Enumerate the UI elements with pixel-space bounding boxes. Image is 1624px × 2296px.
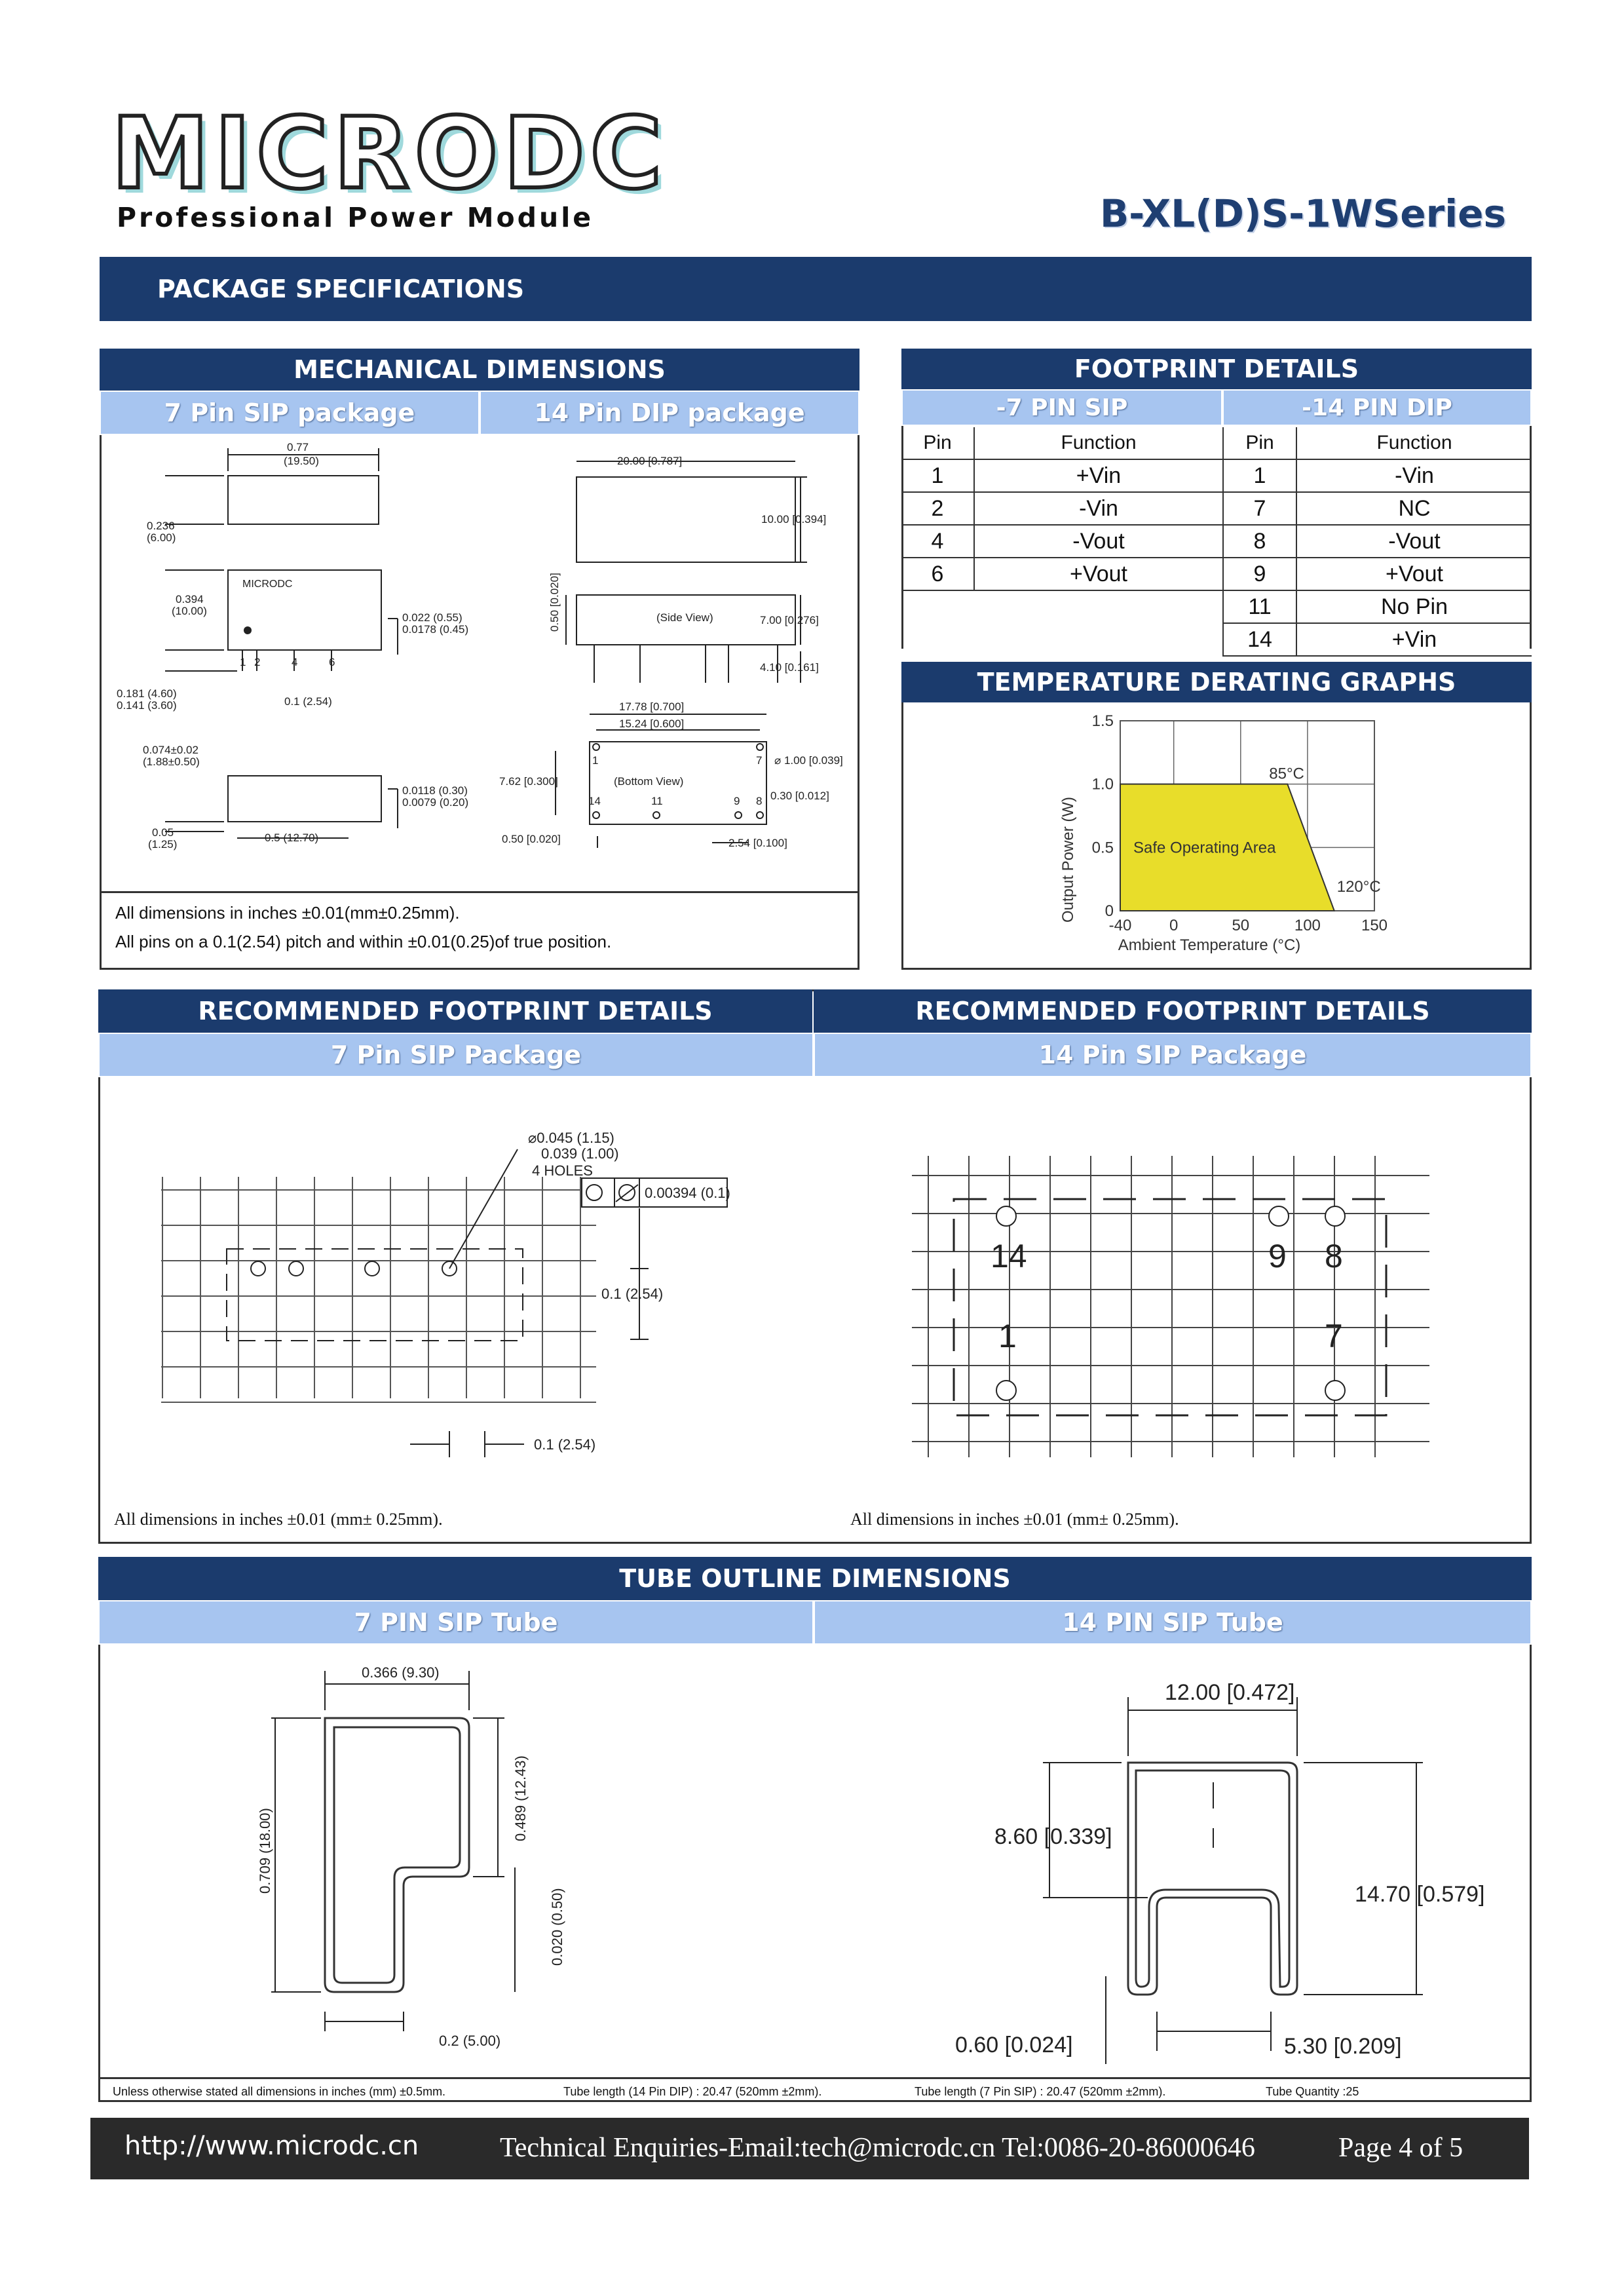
hole-dia-min: 0.039 (1.00) xyxy=(541,1145,619,1162)
sip-width-label: 0.77 xyxy=(287,441,309,453)
tube-note-4: Tube Quantity :25 xyxy=(1266,2085,1359,2098)
tube-sip-base: 0.2 (5.00) xyxy=(439,2033,501,2049)
table-cell: NC xyxy=(1296,492,1532,525)
sip-height-mm: (10.00) xyxy=(172,605,207,617)
rec-footprint-left-title: RECOMMENDED FOOTPRINT DETAILS xyxy=(98,989,812,1033)
sip-pin-table xyxy=(901,427,1222,591)
sip-pin-4: 4 xyxy=(292,656,298,668)
tab-14pin-sip-package: 14 Pin SIP Package xyxy=(814,1033,1532,1077)
table-cell: 7 xyxy=(1223,492,1296,525)
table-cell: -Vin xyxy=(974,492,1222,525)
dip-hole-dia: ⌀ 1.00 [0.039] xyxy=(774,754,843,767)
sip-pin-2: 2 xyxy=(254,656,261,668)
footer-contact: Technical Enquiries-Email:tech@microdc.cn Tel:0086-20-86000646 xyxy=(500,2133,1255,2163)
tube-sip-inner-height: 0.489 (12.43) xyxy=(512,1755,529,1841)
tube-dip-inner-height: 8.60 [0.339] xyxy=(994,1824,1112,1849)
mechanical-note-1: All dimensions in inches ±0.01(mm±0.25mm). xyxy=(115,903,460,923)
table-cell: 14 xyxy=(1223,623,1296,656)
series-title: B-XL(D)S-1WSeries xyxy=(1099,191,1506,236)
dip-fp-pin7: 7 xyxy=(1325,1318,1343,1354)
rec-footprint-right-note: All dimensions in inches ±0.01 (mm± 0.25mm). xyxy=(850,1510,1179,1529)
x-tick-label: 0 xyxy=(1169,917,1179,934)
dip-standoff2: 0.50 [0.020] xyxy=(502,833,561,845)
sip-thick-label: 0.236 xyxy=(147,520,175,532)
table-cell: +Vin xyxy=(974,459,1222,492)
table-cell: 8 xyxy=(1223,525,1296,558)
dip-pin-header: Pin xyxy=(1223,427,1296,459)
table-cell: 1 xyxy=(1223,459,1296,492)
dip-fp-pin14: 14 xyxy=(991,1238,1027,1274)
section-title: PACKAGE SPECIFICATIONS xyxy=(157,275,525,303)
dip-width: 20.00 [0.787] xyxy=(617,455,683,467)
page-number: Page 4 of 5 xyxy=(1338,2133,1463,2163)
tube-dip-drawing xyxy=(814,1645,1532,2064)
sip-standoff-mm: (1.25) xyxy=(148,838,178,851)
rec-footprint-dip-drawing xyxy=(814,1077,1532,1470)
dip-col-span: 7.62 [0.300] xyxy=(499,775,558,788)
sip-pin-offset-mm: (1.88±0.50) xyxy=(143,756,200,768)
sip-pin-width: 0.022 (0.55) xyxy=(402,611,463,624)
sip-thick-mm: (6.00) xyxy=(147,531,176,544)
sip-height-label: 0.394 xyxy=(176,593,204,605)
section-header xyxy=(100,257,1532,321)
table-cell: -Vin xyxy=(1296,459,1532,492)
table-cell: +Vout xyxy=(1296,558,1532,590)
sip-pin-header: Pin xyxy=(901,427,974,459)
mechanical-note-2: All pins on a 0.1(2.54) pitch and within ±0.01(0.25)of true position. xyxy=(115,932,612,951)
footprint-title: FOOTPRINT DETAILS xyxy=(901,349,1532,389)
sip-function-header: Function xyxy=(974,427,1222,459)
derating-title: TEMPERATURE DERATING GRAPHS xyxy=(901,662,1532,702)
x-tick-label: 50 xyxy=(1232,917,1250,934)
dip-row-span: 17.78 [0.700] xyxy=(619,700,685,713)
tube-title: TUBE OUTLINE DIMENSIONS xyxy=(98,1557,1532,1600)
chart-y-label: Output Power (W) xyxy=(1059,796,1077,923)
table-cell: 4 xyxy=(901,525,974,558)
tab-7pin-sip-tube: 7 PIN SIP Tube xyxy=(98,1600,814,1645)
rec-footprint-right-title: RECOMMENDED FOOTPRINT DETAILS xyxy=(814,989,1532,1033)
dip-fp-pin8: 8 xyxy=(1325,1238,1343,1274)
table-cell: 1 xyxy=(901,459,974,492)
dip-pin11: 11 xyxy=(651,795,663,807)
annotation-85c: 85°C xyxy=(1269,765,1304,783)
hole-dia-max: ⌀0.045 (1.15) xyxy=(528,1130,614,1146)
table-cell: +Vin xyxy=(1296,623,1532,656)
vertical-pitch: 0.1 (2.54) xyxy=(601,1286,664,1302)
sip-pin-thickness: 0.0118 (0.30) xyxy=(402,784,468,797)
dip-height: 7.00 [0.276] xyxy=(760,614,819,626)
sip-standoff: 0.05 xyxy=(152,826,174,839)
tube-dip-slot: 5.30 [0.209] xyxy=(1284,2034,1402,2059)
mechanical-drawing xyxy=(100,435,859,891)
dip-pitch: 2.54 [0.100] xyxy=(728,837,787,849)
y-tick-label: 1.5 xyxy=(1091,712,1114,730)
table-cell: No Pin xyxy=(1296,590,1532,623)
dip-function-header: Function xyxy=(1296,427,1532,459)
y-tick-label: 0.5 xyxy=(1091,839,1114,857)
table-cell: 6 xyxy=(901,558,974,590)
tab-14pin-dip: 14 Pin DIP package xyxy=(480,391,859,435)
x-tick-label: -40 xyxy=(1108,917,1132,934)
sip-brand-label: MICRODC xyxy=(242,579,293,590)
dip-pin9: 9 xyxy=(734,795,740,807)
tube-sip-wall: 0.020 (0.50) xyxy=(549,1888,565,1966)
rec-footprint-left-note: All dimensions in inches ±0.01 (mm± 0.25mm). xyxy=(114,1510,443,1529)
dip-pin-width: 0.30 [0.012] xyxy=(770,790,829,802)
tab-14pin-dip-footprint: -14 PIN DIP xyxy=(1222,389,1532,426)
dip-pin14: 14 xyxy=(588,795,601,807)
sip-pitch: 0.1 (2.54) xyxy=(284,695,332,708)
dip-pin-table xyxy=(1222,427,1532,657)
sip-pin-1: 1 xyxy=(240,656,246,668)
y-tick-label: 1.0 xyxy=(1091,775,1114,794)
tube-note-2: Tube length (14 Pin DIP) : 20.47 (520mm ±2mm). xyxy=(563,2085,822,2098)
sip-pin-thickness2: 0.0079 (0.20) xyxy=(402,796,469,809)
dip-pin7: 7 xyxy=(756,754,763,767)
tube-dip-width: 12.00 [0.472] xyxy=(1165,1680,1295,1705)
table-cell: -Vout xyxy=(1296,525,1532,558)
tube-sip-drawing xyxy=(98,1645,814,2064)
derating-chart xyxy=(901,702,1532,967)
x-tick-label: 100 xyxy=(1294,917,1321,934)
dip-row-span2: 15.24 [0.600] xyxy=(619,718,685,730)
sip-pin-length2: 0.141 (3.60) xyxy=(117,699,177,712)
sip-span: 0.5 (12.70) xyxy=(265,832,319,844)
x-tick-label: 150 xyxy=(1361,917,1388,934)
tube-dip-wall: 0.60 [0.024] xyxy=(955,2033,1073,2057)
dip-bottom-view: (Bottom View) xyxy=(614,775,684,788)
tube-sip-width: 0.366 (9.30) xyxy=(362,1664,440,1681)
tube-dip-total-height: 14.70 [0.579] xyxy=(1355,1882,1485,1907)
dip-fp-pin9: 9 xyxy=(1268,1238,1287,1274)
dip-depth: 10.00 [0.394] xyxy=(761,513,827,526)
horizontal-pitch: 0.1 (2.54) xyxy=(534,1436,596,1453)
dip-pin1: 1 xyxy=(592,754,599,767)
sip-width-mm: (19.50) xyxy=(284,455,319,467)
hole-count: 4 HOLES xyxy=(532,1162,593,1179)
dip-pin-length: 4.10 [0.161] xyxy=(760,661,819,674)
logo-tagline: Professional Power Module xyxy=(117,202,594,233)
tab-7pin-sip-package: 7 Pin SIP Package xyxy=(98,1033,814,1077)
dip-pin8: 8 xyxy=(756,795,763,807)
dip-fp-pin1: 1 xyxy=(998,1318,1017,1354)
dip-side-view: (Side View) xyxy=(656,611,713,624)
y-tick-label: 0 xyxy=(1105,902,1114,920)
logo: MICRODC xyxy=(111,97,668,211)
sip-pin-width2: 0.0178 (0.45) xyxy=(402,623,469,636)
table-cell: 9 xyxy=(1223,558,1296,590)
sip-pin-offset: 0.074±0.02 xyxy=(143,744,198,756)
position-tolerance: 0.00394 (0.1) xyxy=(645,1185,730,1201)
footer xyxy=(90,2118,1529,2179)
table-cell: -Vout xyxy=(974,525,1222,558)
sip-pin-6: 6 xyxy=(329,656,335,668)
tube-note-1: Unless otherwise stated all dimensions in inches (mm) ±0.5mm. xyxy=(113,2085,446,2098)
website-link[interactable]: http://www.microdc.cn xyxy=(124,2131,419,2161)
rec-footprint-sip-drawing xyxy=(98,1077,814,1470)
tab-7pin-sip-footprint: -7 PIN SIP xyxy=(901,389,1222,426)
dip-standoff: 0.50 [0.020] xyxy=(548,573,561,632)
table-cell: +Vout xyxy=(974,558,1222,590)
tab-14pin-sip-tube: 14 PIN SIP Tube xyxy=(814,1600,1532,1645)
tube-note-3: Tube length (7 Pin SIP) : 20.47 (520mm ±2mm). xyxy=(915,2085,1166,2098)
tab-7pin-sip: 7 Pin SIP package xyxy=(100,391,480,435)
annotation-120c: 120°C xyxy=(1336,878,1381,896)
sip-pin-length: 0.181 (4.60) xyxy=(117,687,177,700)
tube-sip-height: 0.709 (18.00) xyxy=(257,1808,273,1894)
annotation-safe-area: Safe Operating Area xyxy=(1133,839,1276,857)
mechanical-title: MECHANICAL DIMENSIONS xyxy=(100,349,859,391)
table-cell: 11 xyxy=(1223,590,1296,623)
chart-x-label: Ambient Temperature (°C) xyxy=(1118,936,1301,954)
table-cell: 2 xyxy=(901,492,974,525)
